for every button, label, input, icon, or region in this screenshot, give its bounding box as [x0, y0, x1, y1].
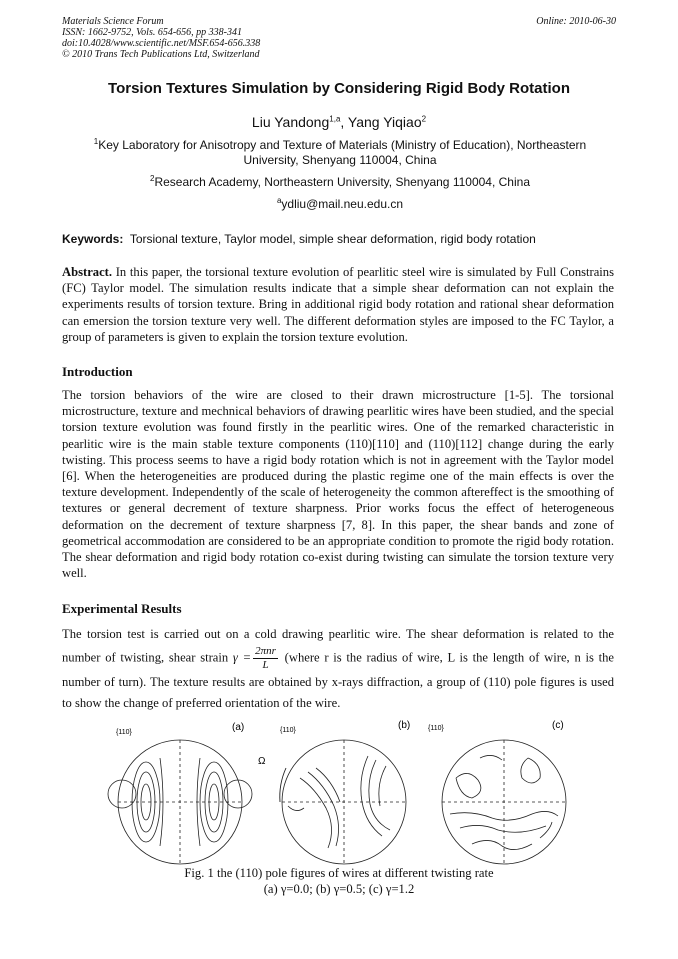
abstract-text: In this paper, the torsional texture evolution of pearlitic steel wire is simulated by Full Constrains (FC) Taylor model. The simulation results indicate that a simple shear deformation can not explain the experiments results of torsion texture. Bring in additional rigid body rotation and rational shear deformation can emersion the torsion texture very well. The different deformation styles are imposed to the FC Taylor, a group of parameters is given to explain the torsion texture evolution.	[62, 265, 614, 344]
copyright-line: © 2010 Trans Tech Publications Ltd, Switzerland	[62, 49, 260, 60]
panel-c-tag: (c)	[552, 720, 564, 731]
panel-a-tag: (a)	[232, 722, 245, 733]
email-address[interactable]: ydliu@mail.neu.edu.cn	[281, 197, 404, 211]
affiliation-2	[80, 175, 600, 190]
pole-figure-graphic	[100, 718, 580, 866]
affiliation-1-marker: 1	[93, 137, 99, 146]
abstract	[62, 264, 614, 345]
panel-b-tag: (b)	[398, 720, 411, 731]
email-marker: a	[276, 196, 282, 205]
pole-figure-a	[108, 740, 252, 864]
affiliation-2-text: Research Academy, Northeastern University, Shenyang 110004, China	[154, 175, 530, 189]
affiliation-2-marker: 2	[150, 174, 155, 183]
keywords-text: Torsional texture, Taylor model, simple shear deformation, rigid body rotation	[129, 232, 536, 246]
author-list	[0, 114, 678, 130]
introduction-heading: Introduction	[62, 364, 133, 379]
panel-c-pole: {110}	[428, 725, 444, 732]
shear-strain-formula	[253, 645, 278, 672]
online-date: Online: 2010-06-30	[536, 16, 616, 27]
author-2-affil: 2	[421, 114, 427, 124]
pole-figure-c	[442, 740, 566, 864]
journal-name: Materials Science Forum	[62, 16, 164, 27]
panel-b-pole: {110}	[280, 727, 296, 734]
affiliation-1	[80, 138, 600, 168]
author-1-affil: 1,a	[329, 114, 341, 124]
formula-numerator: 2πnr	[255, 645, 276, 657]
formula-lhs: γ =	[232, 650, 252, 665]
experimental-heading: Experimental Results	[62, 601, 182, 616]
author-1: Liu Yandong	[251, 114, 330, 130]
issn-line: ISSN: 1662-9752, Vols. 654-656, pp 338-341	[62, 27, 242, 38]
experimental-p1-tail: (where r is the radius of wire, L is the length of wire, n is the number of turn). The texture results are obtained by x-rays diffraction, a group of (110) pole figures is used to show the change of preferred orientation of the wire.	[62, 650, 614, 710]
experimental-text	[62, 624, 614, 714]
panel-a-pole: {110}	[116, 729, 132, 736]
figure-caption: Fig. 1 the (110) pole figures of wires at different twisting rate	[184, 866, 494, 880]
formula-denominator: L	[262, 659, 269, 671]
pole-figure-b	[280, 740, 406, 864]
pole-figures	[100, 718, 580, 866]
introduction-text: The torsion behaviors of the wire are closed to their drawn microstructure [1-5]. The torsional microstructure, texture and mechnical behaviors of drawing pearlitic wires have been studied, and the special torsion texture evolution was found firstly in the pearlitic wires. One of the remarked characteristic in pearlitic wire is the main stable texture components (110)[110] and (110)[112] change during the early twisting. This process seems to have a rigid body rotation which is not in agreement with the Taylor model [6]. When the heterogeneities are produced during the plastic regime one of the main effects is over the texture development. Independently of the scale of heterogeneity the common aftereffect is the smoothing of textures or general decrement of texture sharpness. Prior works focus the effect of heterogeneous deformation on the decrement of texture sharpness [7, 8]. In this paper, the shear bands and zone of geometrical accommodation are considered to be an appropriate condition to promote the rigid body rotation. The shear deformation and rigid body rotation co-exist during twisting can simulate the torsion texture very well.	[62, 388, 614, 581]
figure-subcaption: (a) γ=0.0; (b) γ=0.5; (c) γ=1.2	[263, 882, 415, 896]
paper-title: Torsion Textures Simulation by Considering Rigid Body Rotation	[108, 80, 570, 97]
affiliation-1-text: Key Laboratory for Anisotropy and Texture of Materials (Ministry of Education), Northeastern University, Shenyang 110004, China	[98, 138, 587, 167]
keywords	[62, 232, 622, 246]
journal-header	[62, 16, 260, 60]
doi-line: doi:10.4028/www.scientific.net/MSF.654-656.338	[62, 38, 261, 49]
author-2: Yang Yiqiao	[347, 114, 422, 130]
experimental-p1: The torsion test is carried out on a cold drawing pearlitic wire. The shear deformation is related to the number of twisting, shear strain	[62, 627, 614, 665]
author-separator: ,	[340, 114, 348, 130]
author-email	[80, 197, 600, 212]
abstract-label: Abstract.	[62, 265, 113, 279]
omega-symbol: Ω	[258, 756, 266, 767]
keywords-label: Keywords:	[62, 232, 124, 246]
